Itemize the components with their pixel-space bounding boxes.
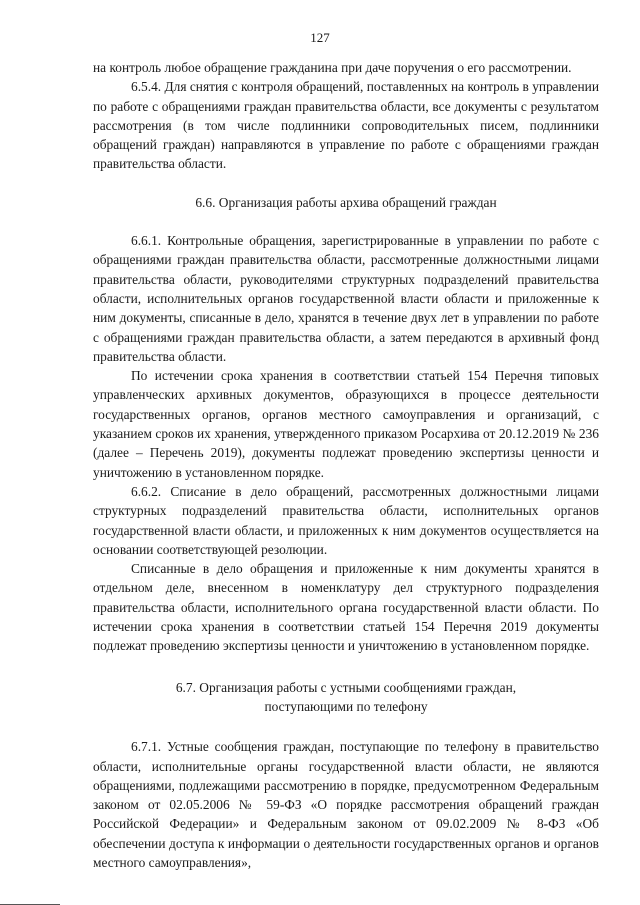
paragraph-6-5-4: 6.5.4. Для снятия с контроля обращений, поставленных на контроль в управлении по работе с обращениями граждан правительства области, все документы с результатом рассмотрения (в том числе подлинники сопроводительных писем, подлинники обращений граждан) направляются в управление по работе с обращениями граждан правительства области. [93, 79, 599, 172]
paragraph-6-6-1: 6.6.1. Контрольные обращения, зарегистрированные в управлении по работе с обращениями граждан правительства области, рассмотренные должностными лицами правительства области, руководителями структурных подразделений правительства области, исполнительных органов государственной власти области и приложенные к ним документы, списанные в дело, хранятся в течение двух лет в управлении по работе с обращениями граждан правительства области, а затем передаются в архивный фонд правительства области. [93, 233, 599, 364]
paragraph-6-7-1: 6.7.1. Устные сообщения граждан, поступающие по телефону в правительство области, исполнительные органы государственной власти области, не являются обращениями, подлежащими рассмотрению в порядке, предусмотренном Федеральным законом от 02.05.2006 № 59-ФЗ «О порядке рассмотрения обращений граждан Российской Федерации» и Федеральным законом от 09.02.2009 № 8-ФЗ «Об обеспечении доступа к информации о деятельности государственных органов и органов местного самоуправления», [93, 739, 599, 870]
section-heading-6-7-line2: поступающими по телефону [264, 698, 428, 714]
section-heading-6-7 [93, 678, 599, 717]
paragraph-filed-documents: Списанные в дело обращения и приложенные к ним документы хранятся в отдельном деле, внесенном в номенклатуру дел структурного подразделения правительства области, исполнительного органа государственной власти области. По истечении срока хранения в соответствии статьей 154 Перечня 2019 документы подлежат проведению экспертизы ценности и уничтожению в установленном порядке. [93, 561, 599, 654]
document-body [93, 58, 599, 872]
paragraph-6-6-2: 6.6.2. Списание в дело обращений, рассмотренных должностными лицами структурных подразделений правительства области, исполнительных органов государственной власти области, и приложенных к ним документов осуществляется на основании соответствующей резолюции. [93, 483, 599, 557]
section-heading-6-7-line1: 6.7. Организация работы с устными сообщениями граждан, [175, 679, 517, 695]
section-heading-6-6: 6.6. Организация работы архива обращений граждан [195, 194, 497, 210]
paragraph-retention: По истечении срока хранения в соответствии статьей 154 Перечня типовых управленческих архивных документов, образующихся в процессе деятельности государственных органов, органов местного самоуправления и организаций, с указанием сроков их хранения, утвержденного приказом Росархива от 20.12.2019 № 236 (далее – Перечень 2019), документы подлежат проведению экспертизы ценности и уничтожению в установленном порядке. [93, 368, 599, 480]
paragraph-continuation: на контроль любое обращение гражданина при даче поручения о его рассмотрении. [93, 60, 572, 75]
page-number: 127 [310, 30, 330, 45]
